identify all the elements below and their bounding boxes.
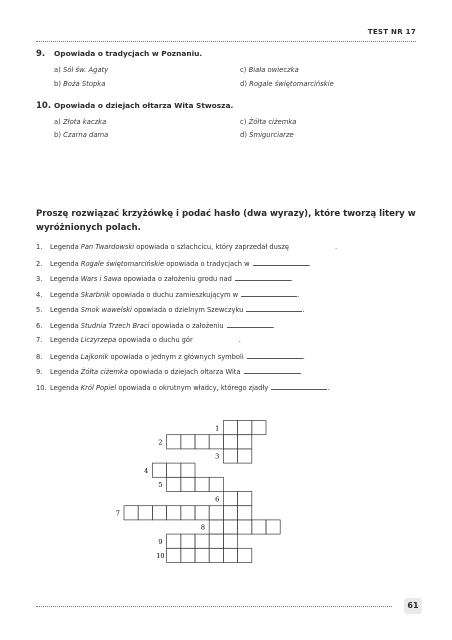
clue-number: 7. (36, 336, 43, 344)
page-header (36, 28, 416, 42)
answer-option-10d[interactable]: d) Śmigurciarze (240, 131, 294, 139)
clue-prefix: Legenda (50, 243, 81, 251)
clue-end: . (238, 336, 241, 344)
clue-text: opowiada o duchu gór (116, 336, 193, 344)
question-number: 10. (36, 101, 52, 111)
crossword-cell[interactable] (223, 534, 237, 548)
clue-3 (36, 274, 293, 283)
clue-end: . (299, 368, 302, 376)
clue-number: 5. (36, 306, 43, 314)
crossword-cell[interactable] (266, 520, 280, 534)
clue-text: opowiada o tradycjach w (164, 259, 250, 268)
test-title: TEST NR 17 (367, 28, 416, 36)
crossword-cell[interactable] (195, 477, 209, 491)
clue-end: . (327, 383, 330, 392)
clue-end: . (302, 306, 305, 314)
legend-name: Lajkonik (80, 352, 109, 361)
clue-number: 1. (36, 243, 43, 251)
clue-number: 9. (36, 368, 43, 376)
crossword-cell[interactable] (167, 506, 181, 520)
crossword-cell[interactable] (167, 534, 181, 548)
crossword-cell[interactable] (223, 520, 237, 534)
crossword-cell[interactable] (209, 477, 223, 491)
answer-option-9a[interactable]: a) Sól św. Agaty (54, 66, 109, 74)
clue-end: . (290, 275, 294, 283)
clue-prefix: Legenda (50, 259, 81, 268)
crossword-cell[interactable] (167, 435, 181, 449)
answer-option-9b[interactable]: b) Boża Stopka (54, 80, 106, 88)
clue-8 (36, 352, 305, 361)
clue-number: 2. (36, 259, 43, 268)
clue-number: 10. (36, 383, 47, 392)
clue-end: . (272, 321, 275, 330)
crossword-cell[interactable] (238, 506, 252, 520)
clue-prefix: Legenda (50, 336, 81, 344)
question-10 (36, 101, 233, 111)
task-title: Proszę rozwiązać krzyżówkę i podać hasło (dwa wyrazy), które tworzą litery w wyróżnionych polach. (36, 209, 416, 233)
answer-blank[interactable] (246, 305, 305, 314)
answer-option-10a[interactable]: a) Złota kaczka (54, 118, 107, 126)
crossword-row-number: 4 (144, 466, 149, 475)
crossword-row-number: 5 (158, 481, 163, 490)
answer-blank[interactable] (227, 321, 273, 328)
question-9 (36, 49, 202, 59)
clue-prefix: Legenda (50, 275, 81, 283)
clue-6 (36, 321, 275, 330)
crossword-cell[interactable] (181, 435, 195, 449)
question-text: Opowiada o tradycjach w Poznaniu. (54, 49, 203, 58)
crossword-cell[interactable] (167, 463, 181, 477)
crossword-cell[interactable] (238, 449, 252, 463)
legend-name: Król Popiel (80, 383, 117, 392)
footer-divider (36, 606, 392, 607)
crossword-cell[interactable] (152, 506, 166, 520)
clue-9 (36, 367, 302, 376)
clue-text: opowiada o dziejach ołtarza Wita (127, 368, 241, 376)
answer-blank[interactable] (247, 352, 303, 359)
legend-name: Pan Twardowski (80, 243, 135, 251)
crossword-cell[interactable] (209, 548, 223, 562)
clue-4 (36, 290, 299, 299)
crossword-cell[interactable] (223, 449, 237, 463)
crossword-cell[interactable] (138, 506, 152, 520)
clue-prefix: Legenda (50, 383, 81, 392)
legend-name: Rogale świętomarcińskie (80, 259, 165, 268)
clue-end: . (302, 352, 305, 361)
crossword-cell[interactable] (195, 506, 209, 520)
answer-option-10c[interactable]: c) Żółta ciżemka (240, 118, 297, 126)
legend-name: Wars i Sawa (80, 275, 122, 283)
answer-blank[interactable] (235, 274, 294, 283)
crossword-row-number: 3 (215, 452, 220, 461)
answer-blank[interactable] (241, 290, 300, 299)
question-number: 9. (36, 49, 46, 59)
legend-name: Żółta ciżemka (80, 368, 128, 376)
crossword-cell[interactable] (238, 421, 252, 435)
crossword-cell[interactable] (238, 548, 252, 562)
clue-text: opowiada o jednym z głównych symboli (108, 352, 244, 361)
clue-number: 3. (36, 275, 43, 283)
clue-prefix: Legenda (50, 368, 81, 376)
legend-name: Liczyrzepa (80, 336, 117, 344)
crossword-cell[interactable] (252, 421, 266, 435)
clue-2 (36, 259, 311, 268)
answer-blank[interactable] (271, 383, 330, 392)
crossword-cell[interactable] (195, 435, 209, 449)
crossword-cell[interactable] (209, 435, 223, 449)
crossword-cell[interactable] (223, 506, 237, 520)
legend-name: Skarbnik (80, 290, 110, 299)
crossword-cell[interactable] (209, 520, 223, 534)
crossword-cell[interactable] (181, 477, 195, 491)
crossword-cell[interactable] (195, 548, 209, 562)
page-number: 61 (404, 598, 422, 614)
answer-option-10b[interactable]: b) Czarna dama (54, 131, 109, 139)
crossword-cell[interactable] (181, 506, 195, 520)
crossword-cell[interactable] (223, 492, 237, 506)
clue-text: opowiada o duchu zamieszkującym w (109, 290, 239, 299)
clue-number: 6. (36, 321, 43, 330)
crossword-cell[interactable] (238, 492, 252, 506)
clue-prefix: Legenda (50, 290, 81, 299)
clue-text: opowiada o szlachcicu, który zaprzedał duszę (134, 243, 290, 251)
crossword-cell[interactable] (223, 548, 237, 562)
crossword-row-number: 8 (200, 523, 206, 532)
crossword-cell[interactable] (209, 534, 223, 548)
answer-blank[interactable] (253, 259, 309, 266)
crossword-cells[interactable] (116, 421, 280, 563)
answer-option-9d[interactable]: d) Rogale świętomarcińskie (240, 80, 334, 88)
crossword-row-number: 2 (158, 438, 163, 447)
crossword-cell[interactable] (223, 421, 237, 435)
crossword-row-number: 9 (158, 537, 163, 546)
clue-end: . (297, 290, 300, 299)
clue-7 (36, 336, 241, 344)
legend-name: Studnia Trzech Braci (80, 321, 150, 330)
crossword-cell[interactable] (195, 534, 209, 548)
crossword-cell[interactable] (252, 520, 266, 534)
clue-1 (36, 243, 337, 251)
crossword-row-number: 10 (156, 552, 165, 561)
clue-number: 8. (36, 352, 43, 361)
clue-10 (36, 383, 329, 392)
crossword-cell[interactable] (167, 477, 181, 491)
crossword-cell[interactable] (223, 435, 237, 449)
clue-5 (36, 305, 305, 314)
clue-end: . (335, 243, 338, 251)
crossword-cell[interactable] (209, 506, 223, 520)
crossword-cell[interactable] (167, 548, 181, 562)
clue-prefix: Legenda (50, 352, 81, 361)
crossword-row-number: 7 (115, 509, 120, 518)
crossword-cell[interactable] (238, 435, 252, 449)
crossword-cell[interactable] (181, 463, 195, 477)
clue-prefix: Legenda (50, 321, 81, 330)
clue-text: opowiada o założeniu (149, 321, 224, 330)
question-text: Opowiada o dziejach ołtarza Wita Stwosza. (54, 101, 234, 110)
answer-option-9c[interactable]: c) Biała owieczka (240, 66, 299, 74)
header-divider (36, 41, 416, 42)
crossword-row-number: 1 (215, 424, 220, 433)
answer-blank[interactable] (244, 367, 300, 374)
clue-text: opowiada o założeniu grodu nad (121, 275, 232, 283)
crossword-cell[interactable] (238, 520, 252, 534)
clue-end: . (308, 259, 311, 268)
clue-prefix: Legenda (50, 306, 81, 314)
crossword-cell[interactable] (152, 463, 166, 477)
crossword-cell[interactable] (181, 534, 195, 548)
clue-text: opowiada o okrutnym władcy, którego zjadły (116, 383, 269, 392)
legend-name: Smok wawelski (80, 306, 132, 314)
clue-text: opowiada o dzielnym Szewczyku (131, 306, 244, 314)
crossword-cell[interactable] (181, 548, 195, 562)
clue-number: 4. (36, 290, 43, 299)
crossword-row-number: 6 (215, 495, 220, 504)
crossword-cell[interactable] (124, 506, 138, 520)
